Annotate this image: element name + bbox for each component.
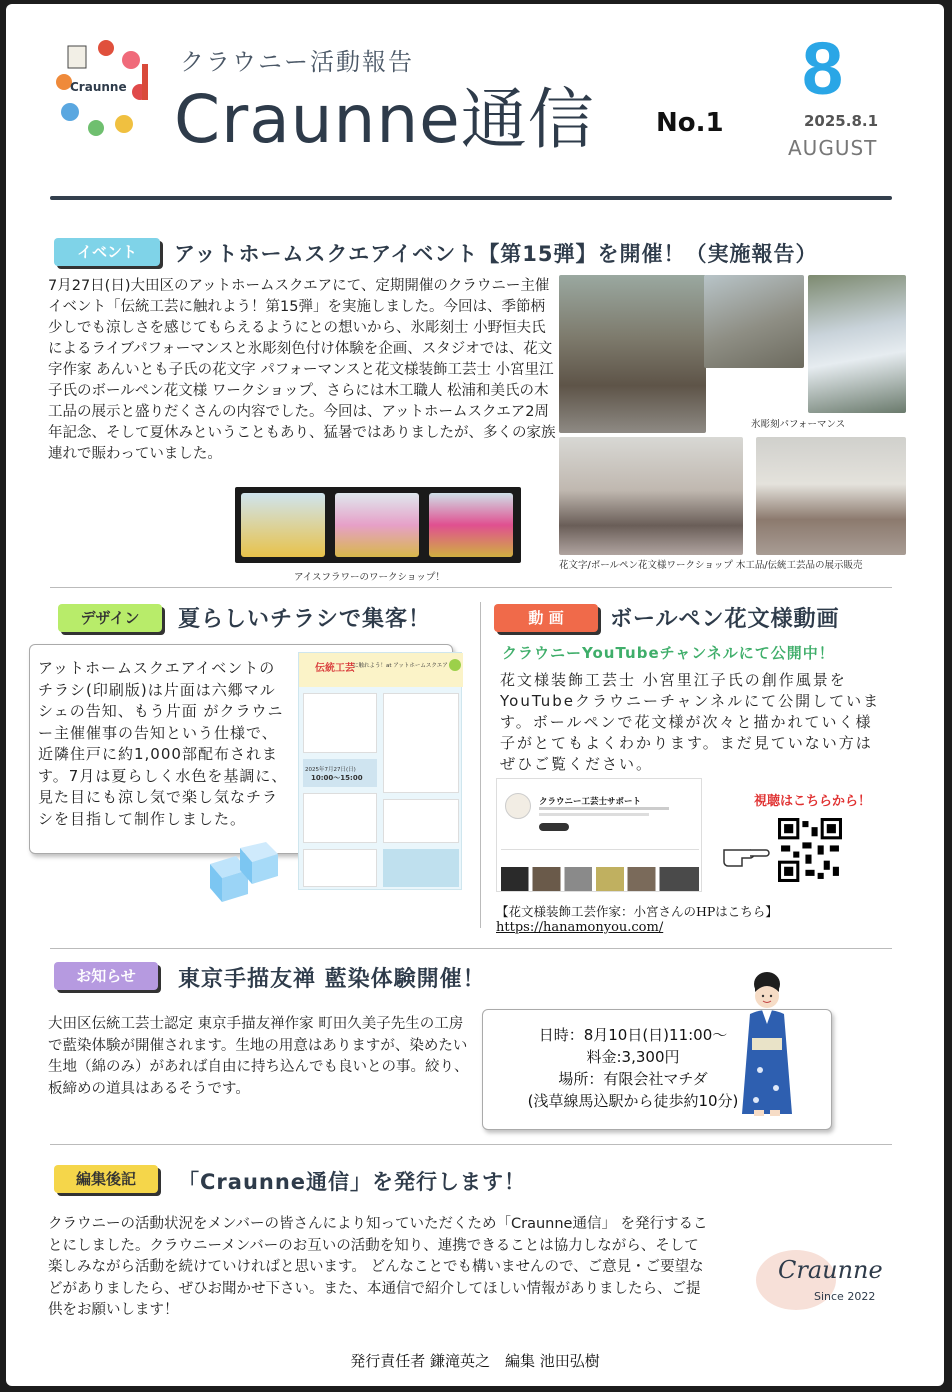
issue-number: No.1 xyxy=(656,108,724,138)
editor-logo-text: Craunne xyxy=(778,1256,883,1284)
section-divider xyxy=(50,587,892,588)
section-divider xyxy=(50,1144,892,1145)
event-text: 7月27日(日)大田区のアットホームスクエアにて、定期開催のクラウニー主催イベント「伝統工芸に触れよう！第15弾」を実施しました。今回は、季節柄少しでも涼しさを感じてもらえるようにとの想いから、氷彫刻士 小野恒夫氏によるライブパフォーマンスと氷彫刻色付け体験を企画、スタジオでは、花文字作家 あんいとも子氏の花文字 パフォーマンスと花文様装飾工芸士 小宮里江子氏のボールペン花文様 ワークショップ、さらには木工職人 松浦和美氏の木工品の展示と盛りだくさんの内容でした。今回は、アットホームスクエア2周年記念、そして夏休みということもあり、猛暑ではありましたが、多くの家族 連れで賑わっていました。 xyxy=(48,278,556,462)
hp-link[interactable]: https://hanamonyou.com/ xyxy=(496,920,664,935)
event-title: アットホームスクエアイベント【第15弾】を開催！（実施報告） xyxy=(174,242,818,266)
video-subtitle: クラウニーYouTubeチャンネルにて公開中！ xyxy=(502,644,835,662)
page-title: Craunne通信 xyxy=(174,81,595,158)
notice-text: 大田区伝統工芸士認定 東京手描友禅作家 町田久美子先生の工房で藍染体験が開催されます。生地の用意はありますが、染めたい生地（綿のみ）があれば自由に持ち込んでも良いとの事。絞り、板締めの道具はあるそうです。 xyxy=(48,1016,469,1097)
logo-text: Craunne xyxy=(70,80,127,94)
editor-logo-since: Since 2022 xyxy=(814,1290,876,1303)
section-divider xyxy=(50,948,892,949)
craunne-since-logo xyxy=(756,1244,896,1318)
pointing-hand-icon xyxy=(720,838,770,870)
kimono-woman-icon xyxy=(732,970,802,1120)
ice-sculptor-photo xyxy=(704,275,804,368)
subtitle: クラウニー活動報告 xyxy=(180,48,414,76)
footer-credit: 発行責任者 鎌滝英之 編集 池田弘樹 xyxy=(350,1352,600,1370)
workshop-caption: 花文字/ボールペン花文様ワークショップ 木工品/伝統工芸品の展示販売 xyxy=(559,560,863,571)
design-text: アットホームスクエアイベントのチラシ(印刷版)は片面は六郷マルシェの告知、もう片面 がクラウニー主催催事の告知という仕様で、近隣住戸に約1,000部配布されます。7月は夏らしく水色を基調に、見た目にも涼し気で楽し気なチラシを目指して制作しました。 xyxy=(38,659,288,828)
ice-cube-icon xyxy=(202,840,284,906)
video-text: 花文様装飾工芸士 小宮里江子氏の創作風景をYouTubeクラウニーチャンネルにて公開しています。ボールペンで花文様が次々と描かれていく様子がとてもよくわかります。まだ見ていない方はぜひご覧ください。 xyxy=(500,671,881,773)
hp-label: 【花文様装飾工芸作家：小宮さんのHPはこちら】 xyxy=(496,904,778,919)
workshop-photo xyxy=(559,437,743,555)
ice-flower-photo xyxy=(235,487,521,563)
info-access: (浅草線馬込駅から徒歩約10分) xyxy=(527,1092,739,1110)
event-tag: イベント xyxy=(54,238,160,266)
event-crowd-photo xyxy=(559,275,706,433)
editor-title: 「Craunne通信」を発行します！ xyxy=(178,1170,527,1194)
issue-date: 2025.8.1 xyxy=(804,112,879,130)
ice-sculpture-photo xyxy=(808,275,906,413)
flyer-sub: に触れよう！at アットホームスクエア xyxy=(353,663,448,669)
newsletter-page xyxy=(6,4,944,1386)
month-number: 8 xyxy=(802,27,844,110)
info-date: 日時：8月10日(日)11:00～ xyxy=(538,1026,728,1044)
issue-month: AUGUST xyxy=(788,136,878,160)
flyer-date: 2025年7月27日(日) xyxy=(305,767,356,773)
flyer-time: 10:00～15:00 xyxy=(311,774,363,782)
editor-tag: 編集後記 xyxy=(54,1165,158,1193)
info-fee: 料金:3,300円 xyxy=(586,1048,680,1066)
flyer-head: 伝統工芸 xyxy=(315,663,355,674)
channel-name: クラウニー工芸士サポート xyxy=(539,797,642,807)
column-divider xyxy=(480,602,481,928)
qr-code-icon[interactable] xyxy=(778,818,842,882)
ice-flower-caption: アイスフラワーのワークショップ！ xyxy=(294,572,445,583)
design-tag: デザイン xyxy=(58,604,162,632)
youtube-channel-screenshot xyxy=(496,778,702,892)
notice-tag: お知らせ xyxy=(54,962,158,990)
exhibition-photo xyxy=(756,437,906,555)
video-tag: 動 画 xyxy=(494,604,598,632)
info-place: 場所：有限会社マチダ xyxy=(558,1070,708,1088)
header-rule xyxy=(50,196,892,200)
notice-title: 東京手描友禅 藍染体験開催！ xyxy=(178,967,486,992)
video-title: ボールペン花文様動画 xyxy=(610,607,840,632)
editor-text: クラウニーの活動状況をメンバーの皆さんにより知っていただくため「Craunne通信」 を発行することにしました。クラウニーメンバーのお互いの活動を知り、連携できることは協力しながら、そして楽しみながら活動を続けていければと思います。 どんなことでも構いませんので、ご意見・ご要望などがありましたら、ぜひお聞かせ下さい。また、本通信で紹介してほしい情報がありましたら、ご提供をお願いします！ xyxy=(48,1216,708,1318)
ice-caption: 氷彫刻パフォーマンス xyxy=(751,419,846,430)
watch-cta: 視聴はこちらから！ xyxy=(754,794,872,809)
flyer-image xyxy=(298,652,462,890)
design-title: 夏らしいチラシで集客！ xyxy=(178,607,432,632)
